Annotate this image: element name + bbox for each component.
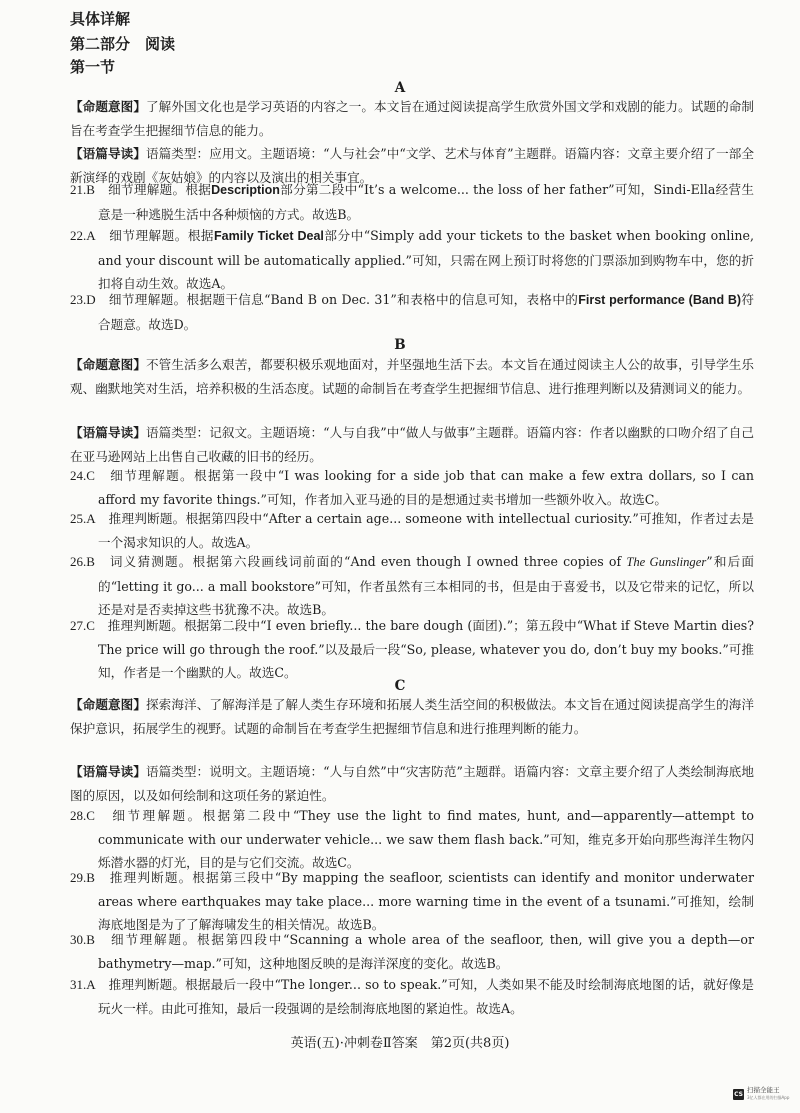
answer-30: 30.B 细节理解题。根据第四段中“Scanning a whole area of the seafloor, then, will give you a depth—or bathymetry—map.”可知，这种地图反映的是海洋深度的变化。故选B。 — [70, 932, 754, 971]
answer-24: 24.C 细节理解题。根据第一段中“I was looking for a side job that can make a few extra dollars, so I can afford my favorite things.”可知，作者加入亚马逊的目的是想通过卖书增加一些额外收入。故选C。 — [70, 468, 754, 507]
answer-26: 26.B 词义猜测题。根据第六段画线词前面的“And even though I owned three copies of The Gunslinger”和后面的“letting it go... a mall bookstore”可知，作者虽然有三本相同的书，但是由于喜爱书，以及它带来的记忆，所以还是对是否卖掉这些书犹豫不决。故选B。 — [70, 554, 754, 617]
watermark-sub: 3亿人都在用的扫描App — [747, 1095, 790, 1100]
answer-29: 29.B 推理判断题。根据第三段中“By mapping the seafloor, scientists can identify and monitor underwater areas where earthquakes may take place... more warning time in the event of a tsunami.”可推知，绘制海底地图是为了了解海啸发生的相关情况。故选B。 — [70, 870, 754, 932]
answer-21: 21.B 细节理解题。根据Description部分第二段中“It’s a welcome... the loss of her father”可知，Sindi-Ella经营生意是一种逃脱生活中各种烦恼的方式。故选B。 — [70, 182, 754, 222]
answer-22: 22.A 细节理解题。根据Family Ticket Deal部分中“Simply add your tickets to the basket when booking online, and your discount will be automatically applied.”可知，只需在网上预订时将您的门票添加到购物车中，您的折扣将自动生效。故选A。 — [70, 228, 754, 291]
answer-31: 31.A 推理判断题。根据最后一段中“The longer... so to speak.”可知，人类如果不能及时绘制海底地图的话，就好像是玩火一样。由此可推知，最后一段强调的是绘制海底地图的紧迫性。故选A。 — [70, 977, 755, 1016]
intent-c: 【命题意图】探索海洋、了解海洋是了解人类生存环境和拓展人类生活空间的积极做法。本文旨在通过阅读提高学生的海洋保护意识，拓展学生的视野。试题的命制旨在考查学生把握细节信息和进行推理判断的能力。 — [70, 697, 755, 736]
passage-label-c: C — [394, 678, 406, 694]
part-heading: 第二部分 阅读 — [70, 35, 176, 53]
intent-a — [70, 95, 754, 142]
guide-b: 【语篇导读】语篇类型：记叙文。主题语境：“人与自我”中“做人与做事”主题群。语篇内容：作者以幽默的口吻介绍了自己在亚马逊网站上出售自己收藏的旧书的经历。 — [70, 425, 754, 464]
intent-b: 【命题意图】不管生活多么艰苦，都要积极乐观地面对，并坚强地生活下去。本文旨在通过阅读主人公的故事，引导学生乐观、幽默地笑对生活，培养积极的生活态度。试题的命制旨在考查学生把握细节信息、进行推理判断以及猜测词义的能力。 — [70, 357, 755, 396]
section-heading: 第一节 — [70, 58, 116, 76]
intent-tag: 【命题意图】 — [70, 99, 147, 114]
watermark-name: 扫描全能王 — [747, 1086, 780, 1094]
answer-28: 28.C 细节理解题。根据第二段中“They use the light to find mates, hunt, and—apparently—attempt to communicate with our underwater vehicle... we saw them flash back.”可知，维克多开始向那些海洋生物闪烁潜水器的灯光，目的是与它们交流。故选C。 — [70, 808, 754, 870]
guide-tag: 【语篇导读】 — [70, 146, 146, 161]
answer-27: 27.C 推理判断题。根据第二段中“I even briefly... the bare dough (面团).”；第五段中“What if Steve Martin dies? The price will go through the roof.”以及最后一段“So, please, whatever you do, don’t buy my books.”可推知，作者是一个幽默的人。故选C。 — [70, 618, 754, 680]
passage-label-a: A — [394, 80, 406, 96]
page-footer: 英语(五)·冲刺卷Ⅱ答案 第2页(共8页) — [290, 1036, 510, 1051]
passage-label-b: B — [394, 337, 406, 353]
answer-25: 25.A 推理判断题。根据第四段中“After a certain age... someone with intellectual curiosity.”可推知，作者过去是一个渴求知识的人。故选A。 — [70, 511, 754, 550]
guide-text: 语篇类型：应用文。主题语境：“人与社会”中“文学、艺术与体育”主题群。语篇内容：文章主要介绍了一部全新演绎的戏剧《灰姑娘》的内容以及演出的相关事宜。 — [70, 146, 754, 185]
answer-23: 23.D 细节理解题。根据题干信息“Band B on Dec. 31”和表格中的信息可知，表格中的First performance (Band B)符合题意。故选D。 — [70, 292, 755, 332]
guide-c: 【语篇导读】语篇类型：说明文。主题语境：“人与自然”中“灾害防范”主题群。语篇内容：文章主要介绍了人类绘制海底地图的原因，以及如何绘制和这项任务的紧迫性。 — [70, 764, 754, 803]
camscanner-logo-icon: CS — [734, 1090, 743, 1098]
intent-text: 了解外国文化也是学习英语的内容之一。本文旨在通过阅读提高学生欣赏外国文学和戏剧的能力。试题的命制旨在考查学生把握细节信息的能力。 — [70, 99, 755, 138]
scanner-watermark — [733, 1087, 789, 1101]
doc-title: 具体详解 — [70, 10, 131, 28]
